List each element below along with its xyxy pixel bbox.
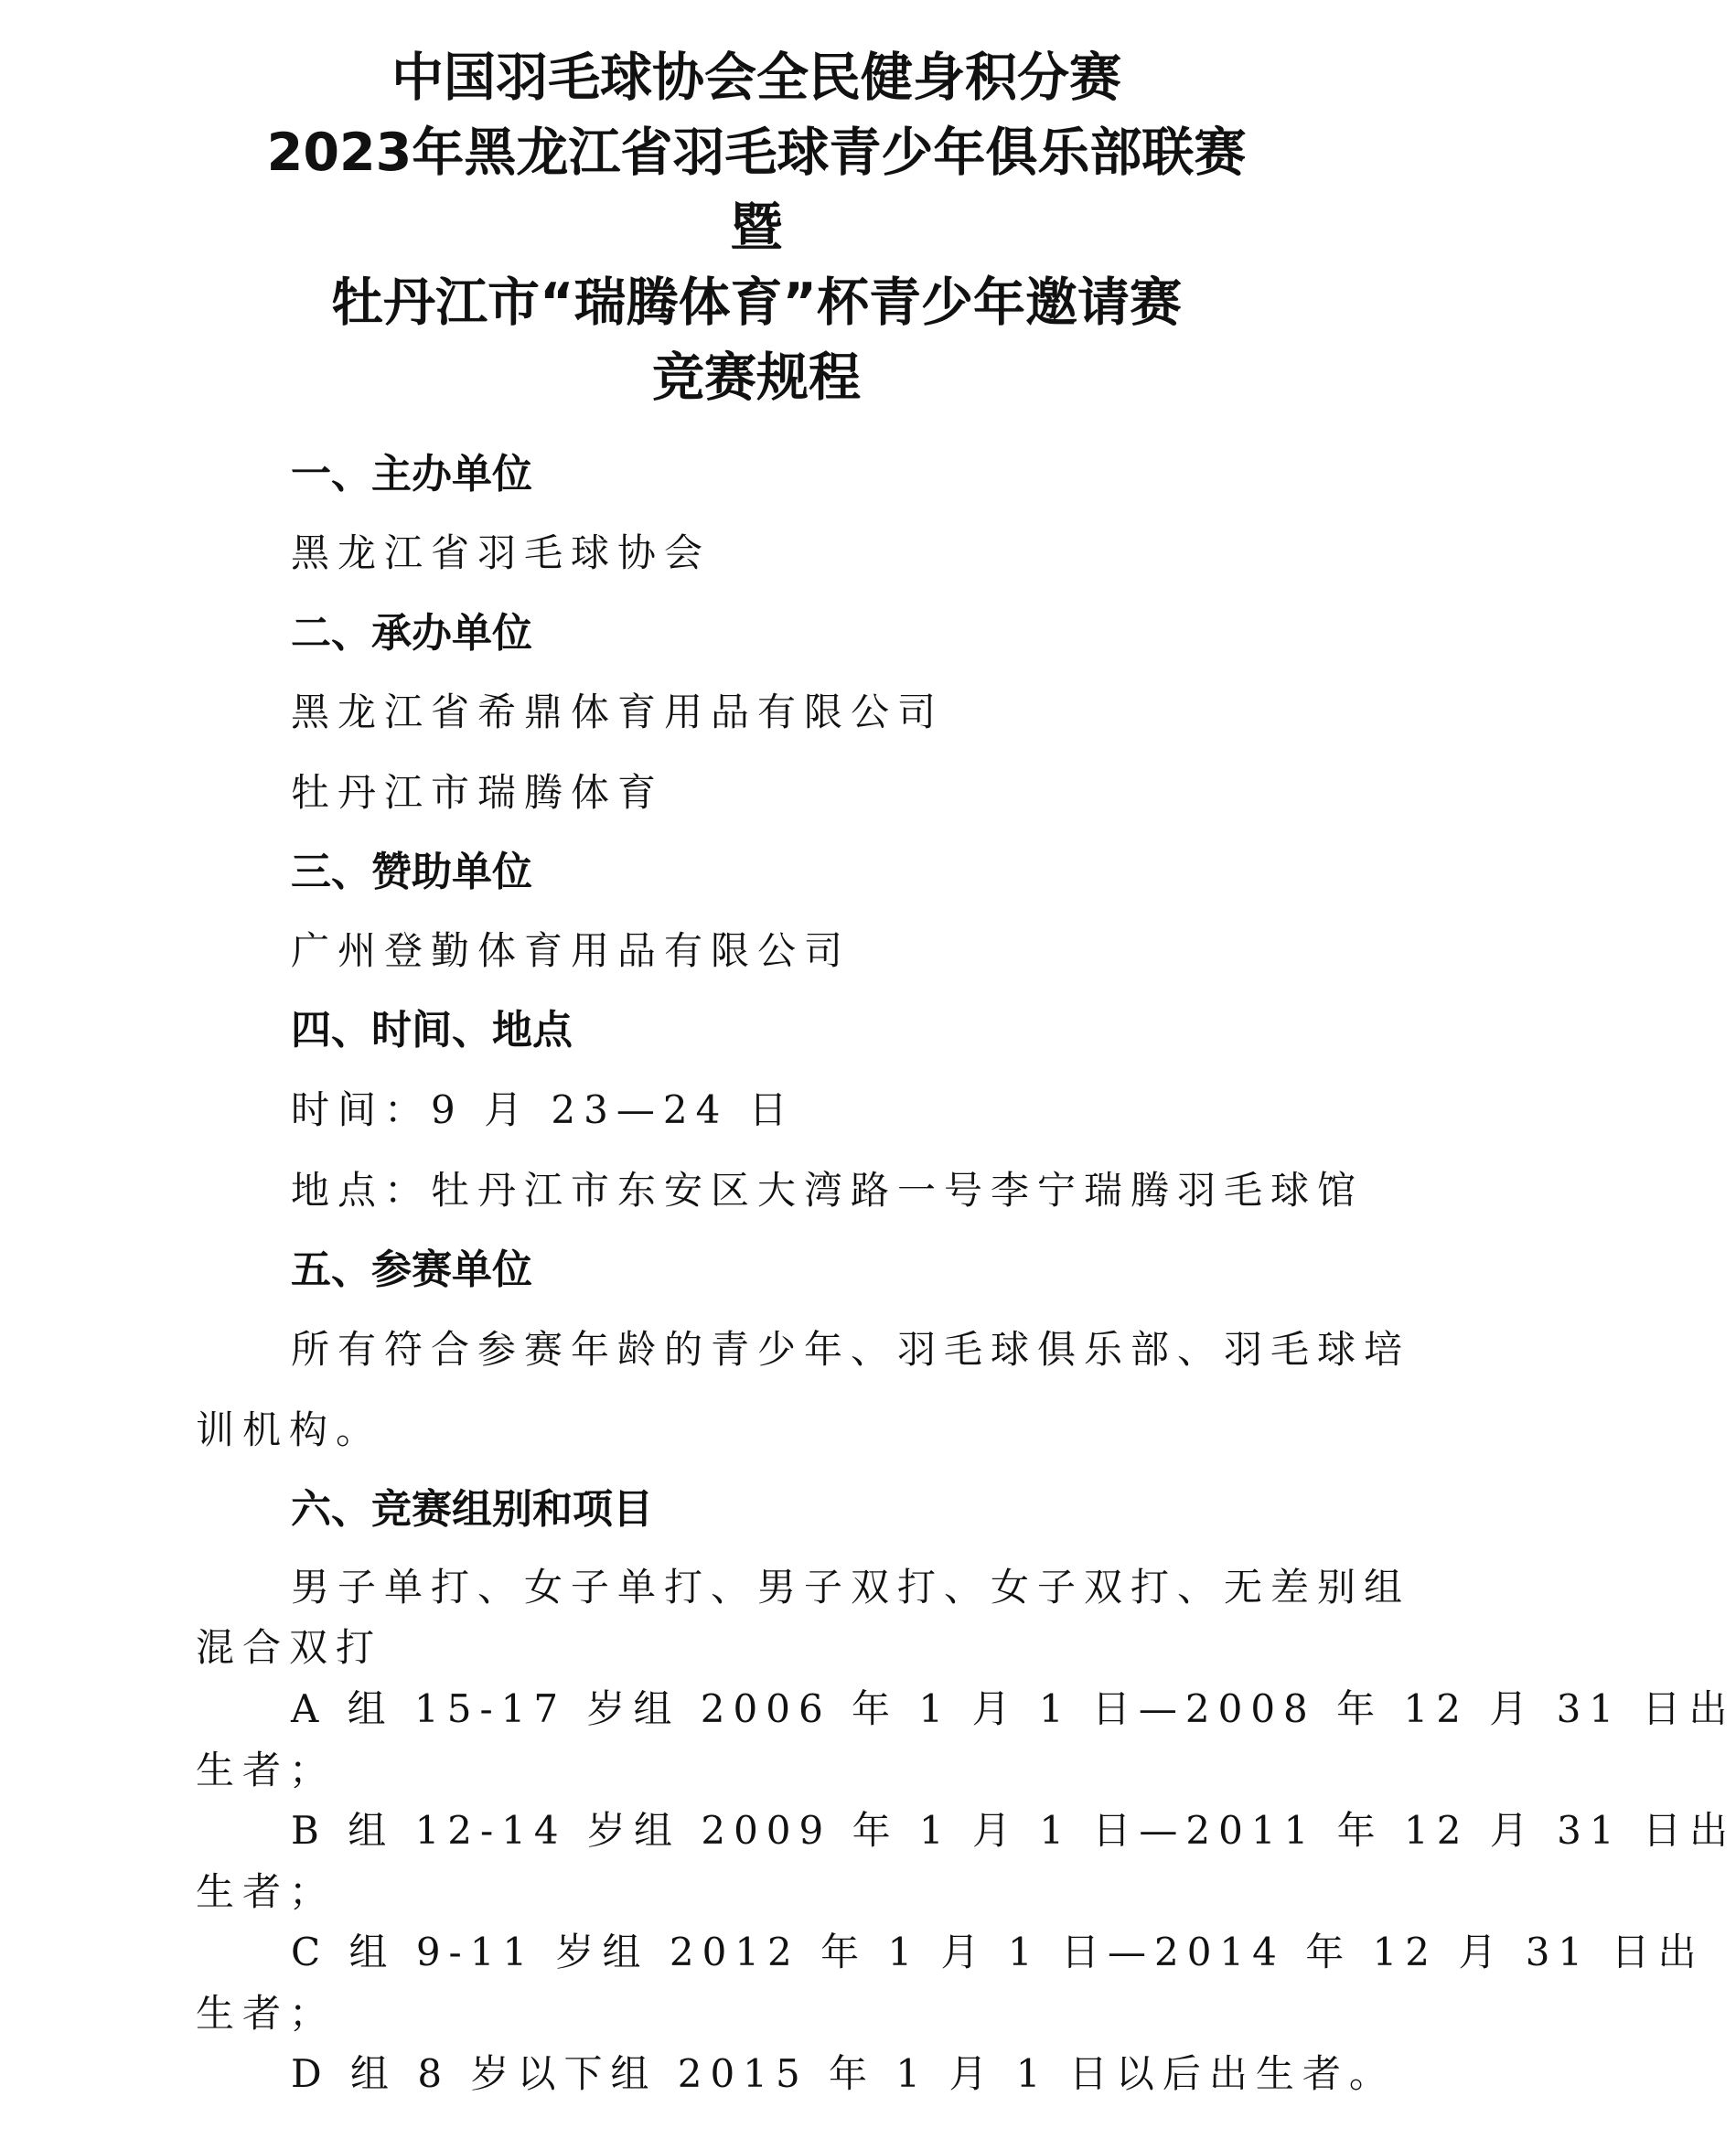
section-heading-sponsor: 三、赞助单位 <box>291 849 532 895</box>
section-text: 男子单打、女子单打、男子双打、女子双打、无差别组 <box>291 1565 1411 1610</box>
title-line-2: 2023年黑龙江省羽毛球青少年俱乐部联赛 <box>266 123 1247 183</box>
section-heading-host: 二、承办单位 <box>291 610 532 657</box>
section-text: 训机构。 <box>196 1407 383 1452</box>
title-line-4: 牡丹江市“瑞腾体育”杯青少年邀请赛 <box>331 273 1182 333</box>
section-text: 所有符合参赛年龄的青少年、羽毛球俱乐部、羽毛球培 <box>291 1327 1411 1372</box>
section-text: 牡丹江市瑞腾体育 <box>291 770 665 815</box>
section-heading-events: 六、竞赛组别和项目 <box>291 1486 653 1533</box>
section-text: 混合双打 <box>196 1625 383 1670</box>
document-title <box>0 40 1513 415</box>
age-group-line: 生者； <box>196 1991 337 2036</box>
section-text: 地点：牡丹江市东安区大湾路一号李宁瑞腾羽毛球馆 <box>291 1168 1365 1213</box>
section-text: 广州登勤体育用品有限公司 <box>291 928 852 973</box>
section-text: 黑龙江省羽毛球协会 <box>291 530 712 575</box>
age-group-line: A 组 15-17 岁组 2006 年 1 月 1 日—2008 年 12 月 31 日出 <box>291 1686 1736 1731</box>
age-group-line: 生者； <box>196 1748 337 1792</box>
section-heading-time-place: 四、时间、地点 <box>291 1007 573 1053</box>
section-text: 黑龙江省希鼎体育用品有限公司 <box>291 690 945 734</box>
title-line-5: 竞赛规程 <box>652 348 861 408</box>
title-line-3: 暨 <box>730 198 783 258</box>
age-group-line: D 组 8 岁以下组 2015 年 1 月 1 日以后出生者。 <box>291 2051 1396 2096</box>
section-text: 时间：9 月 23—24 日 <box>291 1087 796 1132</box>
section-heading-participants: 五、参赛单位 <box>291 1246 532 1293</box>
section-heading-organizer: 一、主办单位 <box>291 451 532 497</box>
age-group-line: C 组 9-11 岁组 2012 年 1 月 1 日—2014 年 12 月 31 日出 <box>291 1930 1705 1974</box>
age-group-line: 生者； <box>196 1869 337 1914</box>
title-line-1: 中国羽毛球协会全民健身积分赛 <box>391 48 1121 108</box>
age-group-line: B 组 12-14 岁组 2009 年 1 月 1 日—2011 年 12 月 31 日出 <box>291 1808 1736 1853</box>
